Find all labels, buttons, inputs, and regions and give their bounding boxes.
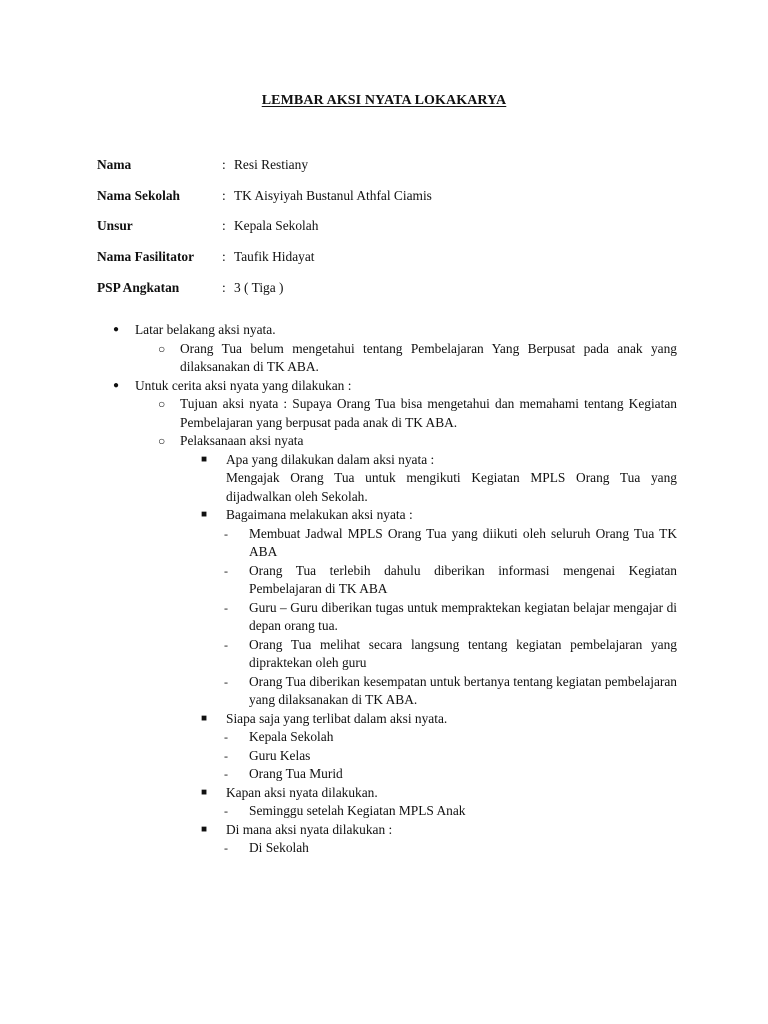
list-item-text: Membuat Jadwal MPLS Orang Tua yang diikuti oleh seluruh Orang Tua TK ABA [249,525,677,559]
list-item [224,599,677,636]
list-item-latar-belakang [113,321,655,340]
list-item-dimana [201,821,677,840]
dash-marker: - [224,804,228,818]
paragraph-text: Tujuan aksi nyata : Supaya Orang Tua bisa mengetahui dan memahami tentang Kegiatan Pembelajaran yang berpusat pada anak di TK ABA. [180,396,677,430]
page-title: LEMBAR AKSI NYATA LOKAKARYA [261,93,507,108]
list-item [224,728,677,747]
section-heading: Latar belakang aksi nyata. [135,322,276,337]
paragraph-text: Mengajak Orang Tua untuk mengikuti Kegiatan MPLS Orang Tua yang dijadwalkan oleh Sekolah. [226,470,677,504]
info-label: Nama Sekolah [97,187,180,203]
list-item-siapa [201,710,677,729]
info-value: 3 ( Tiga ) [234,279,284,295]
info-label: PSP Angkatan [97,279,180,295]
dash-marker: - [224,730,228,744]
list-item-latar-text [158,340,677,377]
section-heading: Untuk cerita aksi nyata yang dilakukan : [135,377,352,393]
bullet-square-icon: ■ [201,786,208,798]
bullet-square-icon: ■ [201,823,208,835]
list-item-tujuan [158,395,677,432]
info-colon: : [222,249,226,265]
bullet-filled-circle-icon: ● [113,324,120,335]
info-value: Resi Restiany [234,157,309,172]
info-colon: : [222,279,226,295]
subsection-heading: Siapa saja yang terlibat dalam aksi nyata. [226,710,448,726]
dash-marker: - [224,637,228,652]
list-item [224,525,677,562]
list-item [224,802,677,821]
dash-marker: - [224,767,228,781]
list-item-text: Guru Kelas [249,747,311,763]
info-label: Unsur [97,218,133,234]
dash-marker: - [224,841,228,855]
list-item-text: Orang Tua melihat secara langsung tentang kegiatan pembelajaran yang dipraktekan oleh guru [249,636,677,670]
bullet-hollow-circle-icon: ○ [158,434,166,448]
info-label: Nama [97,157,132,172]
list-item-cerita [113,377,655,396]
list-item-pelaksanaan [158,432,677,451]
info-row-unsur [97,217,432,248]
list-item-text: Di Sekolah [249,840,309,855]
bullet-square-icon: ■ [201,509,208,520]
subsection-heading: Di mana aksi nyata dilakukan : [226,821,393,837]
bullet-filled-circle-icon: ● [113,379,120,391]
list-item-apa [201,451,677,507]
info-colon: : [222,218,226,234]
info-colon: : [222,187,226,203]
bullet-hollow-circle-icon: ○ [158,397,166,411]
info-row-psp-angkatan [97,279,432,310]
info-row-nama-fasilitator [97,248,432,279]
subsection-heading: Apa yang dilakukan dalam aksi nyata : [226,451,435,467]
info-value: Taufik Hidayat [234,249,315,265]
info-value: Kepala Sekolah [234,218,319,234]
subsection-heading: Bagaimana melakukan aksi nyata : [226,507,413,522]
identity-table [97,156,432,309]
list-item [224,839,677,858]
dash-marker: - [224,674,228,689]
list-item-text: Orang Tua Murid [249,766,343,781]
list-item [224,636,677,673]
dash-marker: - [224,748,228,763]
list-item-text: Kepala Sekolah [249,729,334,744]
dash-marker: - [224,600,228,615]
info-row-nama-sekolah [97,187,432,218]
list-item-bagaimana [201,506,677,525]
dash-marker: - [224,563,228,578]
info-label: Nama Fasilitator [97,249,195,265]
list-item-text: Seminggu setelah Kegiatan MPLS Anak [249,803,466,818]
bullet-hollow-circle-icon: ○ [158,341,166,356]
bullet-square-icon: ■ [201,453,208,465]
list-item [224,765,677,784]
list-item-text: Orang Tua terlebih dahulu diberikan informasi mengenai Kegiatan Pembelajaran di TK ABA [249,562,677,596]
subsection-heading: Kapan aksi nyata dilakukan. [226,784,378,800]
list-item-text: Guru – Guru diberikan tugas untuk mempraktekan kegiatan belajar mengajar di depan orang tua. [249,599,677,633]
info-value: TK Aisyiyah Bustanul Athfal Ciamis [234,187,432,203]
bullet-square-icon: ■ [201,712,208,724]
list-item-kapan [201,784,677,803]
info-colon: : [222,157,226,172]
list-item [224,747,677,766]
paragraph-text: Orang Tua belum mengetahui tentang Pembelajaran Yang Berpusat pada anak yang dilaksanakan di TK ABA. [180,340,677,374]
info-row-nama [97,156,432,187]
dash-marker: - [224,526,228,541]
list-item-text: Orang Tua diberikan kesempatan untuk bertanya tentang kegiatan pembelajaran yang dilaksanakan di TK ABA. [249,673,677,707]
paragraph-text: Pelaksanaan aksi nyata [180,433,304,448]
list-item [224,673,677,710]
list-item [224,562,677,599]
document-body [0,321,768,858]
